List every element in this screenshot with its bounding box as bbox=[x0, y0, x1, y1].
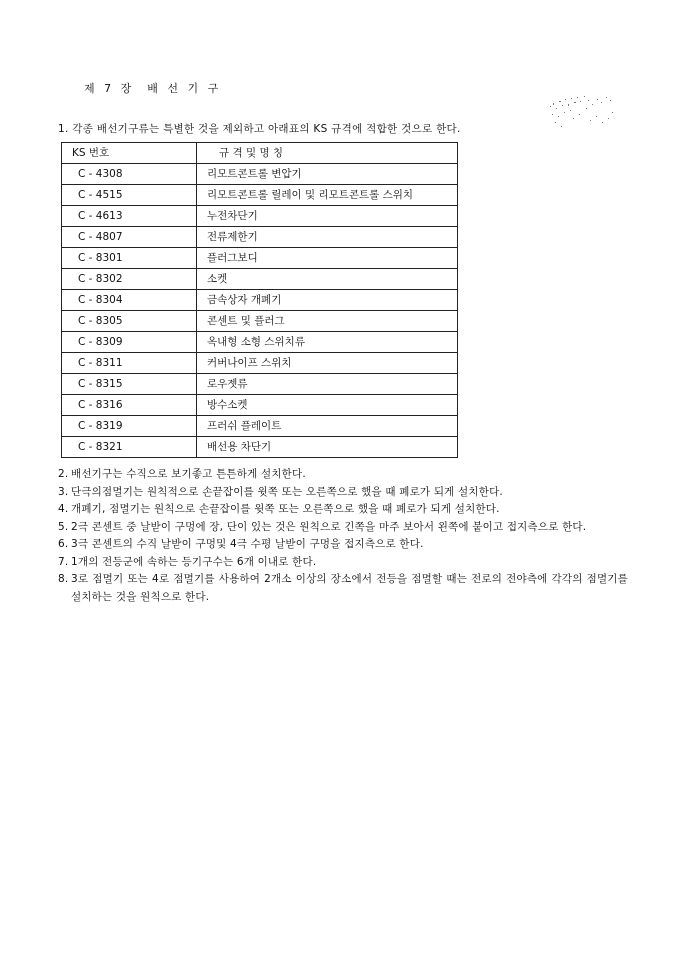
table-row bbox=[62, 248, 458, 269]
list-item bbox=[58, 519, 628, 537]
spec-name-cell: 소켓 bbox=[197, 269, 458, 290]
table-row bbox=[62, 164, 458, 185]
ks-number-cell: C - 8311 bbox=[62, 353, 197, 374]
spec-name-cell: 누전차단기 bbox=[197, 206, 458, 227]
list-item bbox=[58, 501, 628, 519]
table-row bbox=[62, 395, 458, 416]
table-row bbox=[62, 416, 458, 437]
item-1 bbox=[58, 121, 461, 136]
ks-number-cell: C - 8321 bbox=[62, 437, 197, 458]
ks-number-cell: C - 8305 bbox=[62, 311, 197, 332]
item-1-text: 각종 배선기구류는 특별한 것을 제외하고 아래표의 KS 규격에 적합한 것으로 한다. bbox=[72, 123, 461, 135]
ks-number-cell: C - 4308 bbox=[62, 164, 197, 185]
table-row bbox=[62, 437, 458, 458]
ks-number-cell: C - 8302 bbox=[62, 269, 197, 290]
spec-name-cell: 로우젯류 bbox=[197, 374, 458, 395]
spec-name-cell: 옥내형 소형 스위치류 bbox=[197, 332, 458, 353]
list-item bbox=[58, 484, 628, 502]
ks-number-cell: C - 4807 bbox=[62, 227, 197, 248]
ks-number-cell: C - 8316 bbox=[62, 395, 197, 416]
spec-name-cell: 금속상자 개폐기 bbox=[197, 290, 458, 311]
ks-number-cell: C - 8319 bbox=[62, 416, 197, 437]
table-row bbox=[62, 311, 458, 332]
item-text: 3로 점멸기 또는 4로 점멸기를 사용하여 2개소 이상의 장소에서 전등을 점멸할 때는 전로의 전야측에 각각의 점멸기를 설치하는 것을 원칙으로 한다. bbox=[71, 573, 628, 603]
header-spec-name: 규 격 및 명 칭 bbox=[197, 143, 458, 164]
item-text: 3극 콘센트의 수직 날받이 구멍및 4극 수평 날받이 구멍을 접지측으로 한다. bbox=[71, 538, 424, 550]
header-ks-number: KS 번호 bbox=[62, 143, 197, 164]
table-row bbox=[62, 185, 458, 206]
table-row bbox=[62, 269, 458, 290]
spec-name-cell: 콘센트 및 플러그 bbox=[197, 311, 458, 332]
spec-name-cell: 배선용 차단기 bbox=[197, 437, 458, 458]
item-number: 8. bbox=[58, 573, 69, 585]
item-number: 2. bbox=[58, 468, 69, 480]
table-row bbox=[62, 227, 458, 248]
table-row bbox=[62, 353, 458, 374]
item-number: 3. bbox=[58, 485, 69, 498]
spec-name-cell: 커버나이프 스위치 bbox=[197, 353, 458, 374]
spec-name-cell: 리모트콘트롤 변압기 bbox=[197, 164, 458, 185]
list-item bbox=[58, 571, 628, 606]
ks-number-cell: C - 4613 bbox=[62, 206, 197, 227]
spec-name-cell: 플러그보디 bbox=[197, 248, 458, 269]
spec-name-cell: 방수소켓 bbox=[197, 395, 458, 416]
spec-name-cell: 리모트콘트롤 릴레이 및 리모트콘트롤 스위치 bbox=[197, 185, 458, 206]
item-text: 1개의 전등군에 속하는 등기구수는 6개 이내로 한다. bbox=[71, 555, 317, 568]
list-item bbox=[58, 536, 628, 554]
item-number: 5. bbox=[58, 520, 69, 533]
spec-name-cell: 전류제한기 bbox=[197, 227, 458, 248]
table-row bbox=[62, 206, 458, 227]
item-text: 단극의점멸기는 원칙적으로 손끝잡이를 윗쪽 또는 오른쪽으로 했을 때 폐로가 되게 설치한다. bbox=[71, 485, 503, 498]
ks-number-cell: C - 8304 bbox=[62, 290, 197, 311]
table-row bbox=[62, 290, 458, 311]
table-row bbox=[62, 332, 458, 353]
item-number: 4. bbox=[58, 503, 69, 515]
ks-number-cell: C - 8301 bbox=[62, 248, 197, 269]
table-header-row bbox=[62, 143, 458, 164]
item-text: 배선기구는 수직으로 보기좋고 튼튼하게 설치한다. bbox=[71, 468, 306, 480]
item-number: 7. bbox=[58, 555, 69, 568]
ks-number-cell: C - 4515 bbox=[62, 185, 197, 206]
list-item bbox=[58, 466, 628, 484]
spec-name-cell: 프러쉬 플레이트 bbox=[197, 416, 458, 437]
item-1-number: 1. bbox=[58, 123, 69, 135]
table-row bbox=[62, 374, 458, 395]
item-text: 2극 콘센트 중 날받이 구멍에 장, 단이 있는 것은 원칙으로 긴쪽을 마주 보아서 왼쪽에 붙이고 접지측으로 한다. bbox=[71, 520, 587, 533]
chapter-title: 제 7 장 배 선 기 구 bbox=[84, 82, 222, 95]
list-item bbox=[58, 554, 628, 572]
item-text: 개폐기, 점멸기는 원칙으로 손끝잡이를 윗쪽 또는 오른쪽으로 했을 때 폐로가 되게 설치한다. bbox=[71, 503, 500, 515]
table-body bbox=[62, 164, 458, 458]
ks-standards-table bbox=[61, 142, 458, 458]
ks-number-cell: C - 8315 bbox=[62, 374, 197, 395]
item-number: 6. bbox=[58, 538, 69, 550]
items-list bbox=[58, 466, 628, 606]
scan-noise-mark bbox=[546, 92, 618, 132]
ks-number-cell: C - 8309 bbox=[62, 332, 197, 353]
